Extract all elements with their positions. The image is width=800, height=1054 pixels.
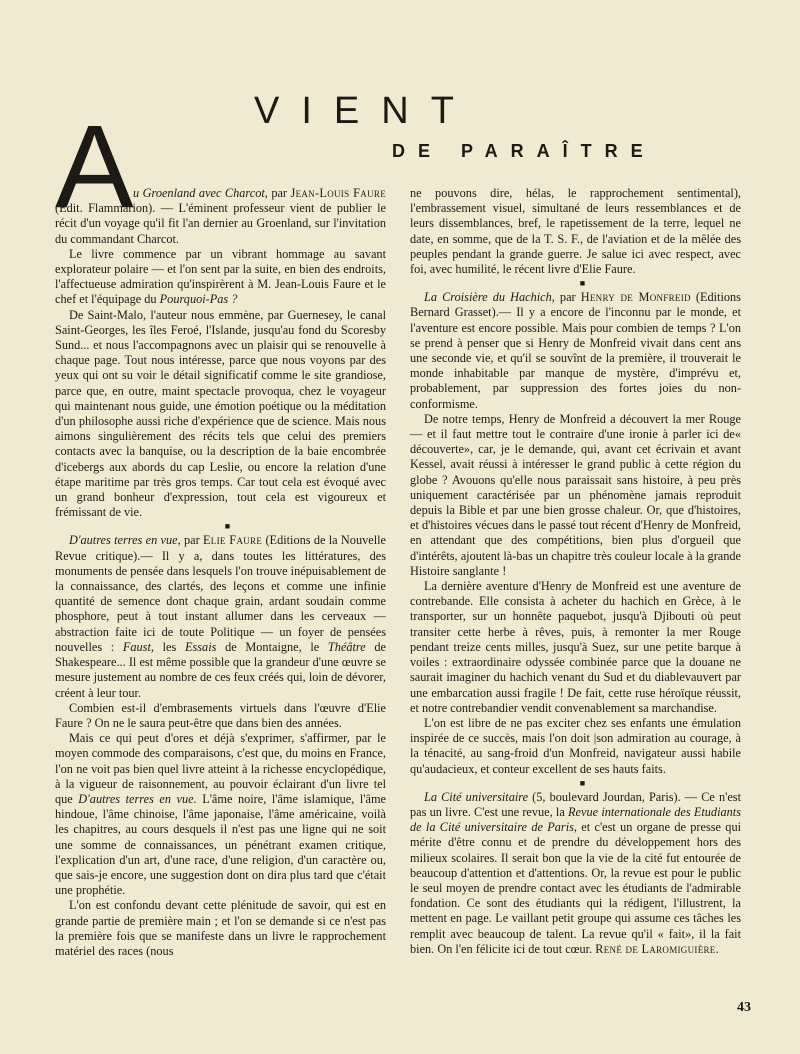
page-title-de-paraitre: DE PARAÎTRE: [392, 141, 656, 161]
page-number: 43: [737, 1000, 751, 1015]
paragraph: ne pouvons dire, hélas, le rapprochement sentimental), l'embrassement visuel, simultané de leurs ressemblances et de leurs dissemblances, bref, le rapetissement de la terre, lequel ne date, en somme, que de la T. S. F., de l'aviation et de la mêlée des peuples pendant la grande guerre. Je salue ici avec respect, avec foi, avec humilité, le récent livre d'Elie Faure.: [410, 186, 741, 277]
signature: René de Laromiguière.: [595, 941, 719, 956]
section-separator: ■: [224, 521, 231, 532]
paragraph: Mais ce qui peut d'ores et déjà s'exprimer, s'affirmer, par le moyen commode des comparaisons, c'est que, du moins en France, l'on ne voit pas bien quel livre atteint à la richesse encyclopédique, à la vigueur de raisonnement, au pouvoir éclairant d'un livre tel que D'autres terres en vue. L'âme noire, l'âme islamique, l'âme hindoue, l'âme chinoise, l'âme japonaise, l'âme américaine, voilà les chapitres, au cours desquels il n'est pas une ligne qui ne soit une somme de connaissances, un pénétrant examen critique, l'explication d'un art, d'une race, d'une religion, d'un caractère ou, que sais-je encore, une suggestion dont on dira plus tard que c'était une prophétie.: [55, 731, 386, 898]
review-groenland: u Groenland avec Charcot, par Jean-Louis Faure (Edit. Flammarion). — L'éminent professeur vient de publier le récit d'un voyage qu'il fit l'an dernier au Groenland, sur l'invitation du commandant Charcot.: [55, 186, 386, 246]
right-column: [410, 186, 741, 957]
paragraph: L'on est libre de ne pas exciter chez ses enfants une émulation inspirée de ce succès, mais l'on doit |son admiration au courage, à la ténacité, au sang-froid d'un Monfreid, navigateur aussi habile qu'audacieux, et conteur excellent de ses hauts faits.: [410, 715, 741, 776]
drop-cap: A: [55, 101, 134, 233]
author-name: Elie Faure: [203, 533, 263, 548]
review-croisiere-hachich: La Croisière du Hachich, par Henry de Monfreid (Editions Bernard Grasset).— Il y a encore de l'inconnu par le monde, et l'aventure est encore possible. Mais pour combien de temps ? L'on se prend à penser que si Henry de Monfreid vivait dans cent ans une seconde vie, et qu'il se souvînt de la première, il trouverait le monde inhabitable par manque de mystère, d'imprévu et, probablement, par suppression des fortes joies du non-conformisme.: [410, 290, 741, 411]
author-name: Jean-Louis Faure: [290, 186, 386, 200]
review-cite-universitaire: La Cité universitaire (5, boulevard Jourdan, Paris). — Ce n'est pas un livre. C'est une revue, la Revue internationale des Etudiants de la Cité universitaire de Paris, et c'est un organe de presse qui mérite d'être connu et de prendre du développement hors des milieux scolaires. Il serait bon que la vie de la cité fut entourée de beaucoup d'attention et d'attentions. Or, la revue est pour le public le seul moyen de prendre contact avec les étudiants de l'admirable fondation. Ce sont des étudiants qui la rédigent, l'illustrent, la mettent en page. Le vaillant petit groupe qui assume ces tâches les remplit avec beaucoup de talent. La revue qu'il « fait», il la fait bien. On l'en félicite ici de tout cœur. René de Laromiguière.: [410, 789, 742, 956]
paragraph: L'on est confondu devant cette plénitude de savoir, qui est en grande partie de première main ; et l'on se demande si ce n'est pas la première fois que se manifeste dans un livre le rapprochement matériel des races (nous: [55, 898, 386, 958]
paragraph: La dernière aventure d'Henry de Monfreid est une aventure de contrebande. Elle consista à acheter du hachich en Grèce, à le transporter, sur un honnête paquebot, jusqu'à Djibouti où peut transiter cette herbe à rêves, puis, à remonter la mer Rouge pendant treize cents milles, jusqu'à Suez, sur une petite barque à voiles : extraordinaire odyssée combinée parce que la douane ne saurait imaginer du hachich venant du Sud et du diablevauvert par une embarcation aussi fragile ! De fait, cette ruse héroïque réussit, et notre contrebandier vendit convenablement sa marchandise.: [410, 579, 741, 715]
paragraph: Combien est-il d'embrasements virtuels dans l'œuvre d'Elie Faure ? On ne le saura peut-être que dans bien des années.: [55, 700, 386, 730]
paragraph: Le livre commence par un vibrant hommage au savant explorateur polaire — et l'on sent par la suite, en bien des endroits, l'affectueuse admiration qu'inspirèrent à M. Jean-Louis Faure et le chef et l'équipage du Pourquoi-Pas ?: [55, 246, 386, 307]
paragraph: De Saint-Malo, l'auteur nous emmène, par Guernesey, le canal Saint-Georges, les îles Feroé, l'Islande, jusqu'au fond du Scoresby Sund... et nous l'accompagnons avec un plaisir qui se renouvelle à chaque page. Tout nous intéresse, parce que nous voyons par des yeux qui ont su voir le détail significatif comme le site grandiose, parce que, en outre, maint spectacle provoqua, chez le voyageur qui maintenant nous guide, une émotion poétique ou la méditation d'un philosophe aussi riche d'expérience que de science. Mais nous aimons singulièrement des récits tels que celui des premiers contacts avec la banquise, ou la description de la baie encombrée d'icebergs aux abords du cap Leslie, ou encore la relation d'une étape maritime par très gros temps. Car tout cela est évoqué avec un grand bonheur d'expression, tout cela est vigoureux et frémissant de vie.: [55, 307, 386, 520]
section-separator: ■: [579, 278, 586, 289]
section-separator: ■: [579, 777, 586, 788]
page-title-vient: VIENT: [254, 90, 476, 132]
author-name: Henry de Monfreid: [580, 290, 691, 305]
review-autres-terres: D'autres terres en vue, par Elie Faure (Editions de la Nouvelle Revue critique).— Il y a, dans toutes les littératures, des monuments de pensée dans lesquels l'on trouve inépuisablement de la connaissance, des clartés, des leçons et comme une infinie quantité de semence dont chaque grain, ardant soudain comme phosphore, peut à tout instant allumer dans les cerveaux — abstraction faite ici de toute Politique — un foyer de pensées nouvelles : Faust, les Essais de Montaigne, le Théâtre de Shakespeare... Il est même possible que la grandeur d'une œuvre se mesure justement au nombre de ces feux créés qui, loin de dévorer, créent à leur tour.: [55, 533, 387, 700]
paragraph: De notre temps, Henry de Monfreid a découvert la mer Rouge — et il faut mettre tout le contraire d'une ironie à parler ici de« découverte», car, je le demande, qui, avant cet écrivain et avant Kessel, avait réussi à intéresser le grand public à cette région du globe ? Avouons qu'elle nous paraissait sans histoire, à peu près uniquement caractérisée par un phénomène jamais reproduit depuis la Bible et par une bien grosse chaleur. Or, que d'histoires, et d'histoires vécues dans le passé tout récent d'Henry de Monfreid, en attendant que des compétitions, bien plus d'orgueil que d'intérêts, ajoutent là-bas un chapitre très couleur locale à la grande Histoire sanglante !: [410, 411, 742, 578]
left-column: [55, 186, 386, 959]
